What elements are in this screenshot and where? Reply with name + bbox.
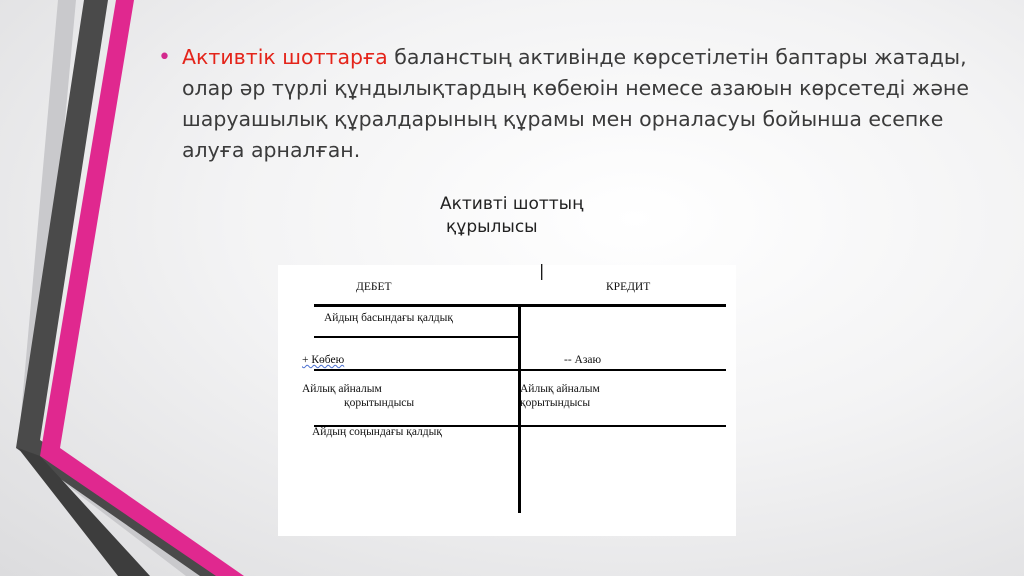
- t-account-center-line: [518, 307, 521, 513]
- highlight-term: Активтік шоттарға: [182, 45, 388, 69]
- bullet-paragraph: [158, 42, 978, 166]
- credit-turnover-line2: қорытындысы: [520, 397, 591, 409]
- bullet-dot-icon: •: [158, 45, 171, 70]
- opening-balance-line: [314, 336, 518, 338]
- top-tick-mark: |: [539, 261, 545, 280]
- diagram-caption: [440, 193, 740, 239]
- increase-label: + Көбею: [302, 354, 345, 366]
- t-account-panel: [278, 261, 736, 536]
- credit-header: КРЕДИТ: [606, 281, 651, 293]
- movement-line: [314, 369, 726, 371]
- decrease-label: -- Азаю: [564, 354, 602, 366]
- t-account-diagram: [278, 261, 736, 536]
- debit-turnover-line2: қорытындысы: [344, 397, 415, 409]
- caption-line-1: Активті шоттың: [440, 194, 584, 214]
- debit-header: ДЕБЕТ: [356, 281, 392, 293]
- opening-balance-label: Айдың басындағы қалдық: [324, 312, 453, 324]
- bullet-body: баланстың активінде көрсетілетін баптары жатады, олар әр түрлі құндылықтардың көбеюін немесе азаюын көрсетеді және шаруашылық құралдарының құрамы мен орналасуы бойынша есепке алуға арналған.: [182, 45, 969, 162]
- closing-balance-label: Айдың соңындағы қалдық: [312, 426, 442, 438]
- credit-turnover-line1: Айлық айналым: [520, 383, 600, 395]
- caption-line-2: құрылысы: [446, 217, 538, 237]
- debit-turnover-line1: Айлық айналым: [302, 383, 382, 395]
- bullet-text: [182, 42, 978, 166]
